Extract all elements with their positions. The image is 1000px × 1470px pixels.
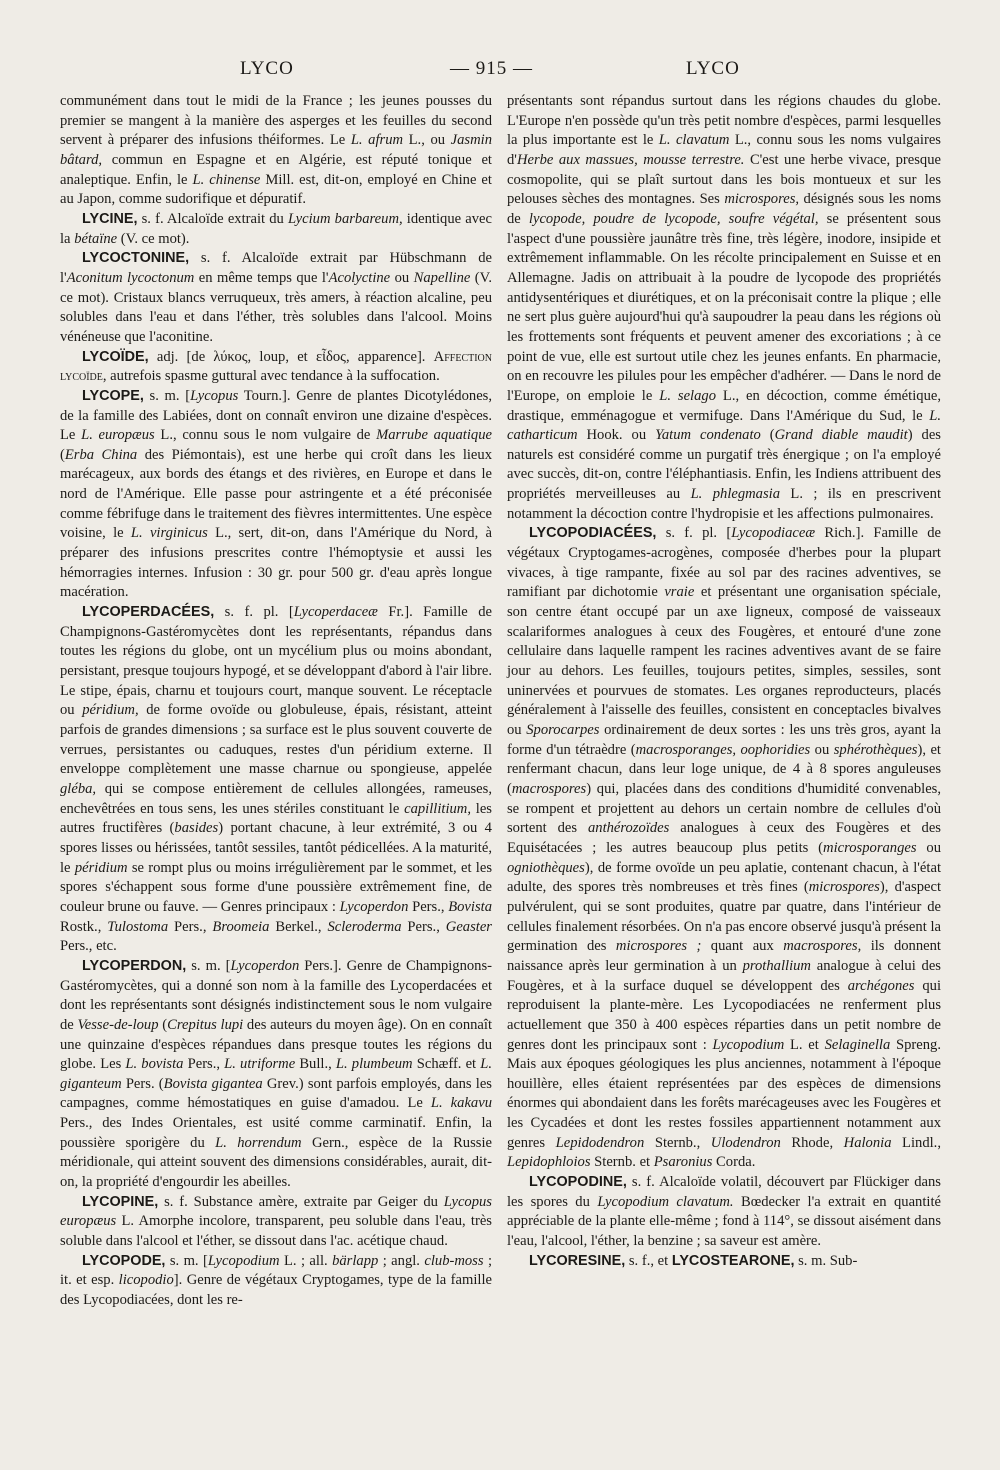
right-column (507, 92, 941, 1271)
entry-text: commun en Espagne et en Algérie, est réputé tonique et analeptique. Enfin, le (60, 151, 492, 188)
italic-term: bétaïne (74, 230, 118, 247)
entry-text: ), d'aspect pulvérulent, qui se sont produites, quatre par quatre, dans l'intérieur de cellules finalement résorbées. On n'a pas encore observé jusqu'à présent la germination des (507, 879, 942, 955)
italic-term: gléba, (60, 780, 97, 797)
entry-text: Pers., (408, 898, 449, 915)
italic-term: L. phlegmasia (690, 486, 781, 503)
dictionary-entry (60, 249, 492, 347)
entry-text: Pers. ( (121, 1075, 164, 1092)
entry-text: s. f. Alcaloïde volatil, découvert par Flückiger dans les spores du (507, 1174, 941, 1210)
dictionary-entry (60, 1193, 492, 1252)
italic-term: Lepidodendron (555, 1134, 645, 1151)
headword: LYCOPERDACÉES, (82, 604, 215, 621)
italic-term: Crepitus lupi (167, 1016, 244, 1033)
entry-text: s. m. [ (165, 1252, 208, 1269)
italic-term: Lycopus europæus (60, 1193, 492, 1230)
italic-term: prothallium (742, 957, 811, 974)
italic-term: Selaginella (824, 1036, 891, 1053)
italic-term: Aconitum lycoctonum (66, 269, 195, 286)
italic-term: L. selago (659, 387, 717, 404)
italic-term: L. utriforme (224, 1056, 296, 1073)
entry-text: s. m. Sub- (794, 1252, 858, 1269)
running-head-right: LYCO (686, 58, 740, 79)
italic-term: Herbe aux massues, mousse terrestre. (516, 151, 745, 168)
entry-text: L. Amorphe incolore, transparent, peu soluble dans l'eau, très soluble dans l'alcool et l'éther, se dissout dans l'ac. acétique chaud. (60, 1213, 492, 1250)
italic-term: Broomeia (212, 918, 270, 935)
entry-text: Pers.]. Genre de Champignons-Gastéromycètes, qui a donné son nom à la famille des Lycoperdacées et dont les représentants sont désignés indistinctement sous le nom vulgaire de (60, 957, 492, 1033)
entry-text: Tourn.]. Genre de plantes Dicotylédones, de la famille des Labiées, dont on connaît environ une dizaine d'espèces. Le (60, 387, 492, 444)
entry-text: ) portant chacune, à leur extrémité, 3 ou 4 spores lisses ou hérissées, tantôt sessiles, tantôt pédicellées. A la maturité, le (60, 820, 492, 876)
italic-term: L. plumbeum (335, 1056, 413, 1073)
entry-text: (V. ce mot). (117, 230, 190, 247)
italic-term: Yatum condenato (655, 427, 761, 444)
italic-term: Marrube aquatique (376, 427, 492, 444)
italic-term: archégones (847, 977, 915, 994)
entry-text: communément dans tout le midi de la France ; les jeunes pousses du premier se mangent à la manière des asperges et les feuilles du second servent à préparer des infusions théiformes. Le (60, 93, 492, 149)
entry-text: L., ou (403, 132, 451, 149)
entry-text: ou (810, 741, 834, 758)
entry-text: Pers., (168, 918, 213, 935)
entry-text: ( (158, 1016, 168, 1033)
dictionary-entry (507, 1173, 941, 1252)
headword: LYCINE, (82, 210, 138, 227)
entry-text: s. f. pl. [ (214, 604, 294, 621)
entry-text: s. f., et (625, 1252, 672, 1269)
italic-term: Lycopodiaceæ (731, 525, 816, 542)
dictionary-entry (507, 1252, 941, 1272)
italic-term: Halonia (843, 1134, 892, 1151)
entry-text: Pers., (401, 918, 446, 935)
headword: LYCOPODIACÉES, (529, 525, 657, 542)
entry-text: Rich.]. Famille de végétaux Cryptogames-acrogènes, composée d'herbes pour la plupart vivaces, à tige rampante, fixée au sol par des racines adventives, se ramifiant par dichotomie (507, 525, 941, 601)
italic-term: lycopode, poudre de lycopode, soufre végétal, (528, 210, 819, 227)
entry-text: adj. [de λύκος, loup, et εἶδος, apparence]. (148, 348, 434, 365)
italic-term: Lycoperdon (339, 898, 409, 915)
left-column (60, 92, 492, 1311)
italic-term: Vesse-de-loup (77, 1016, 159, 1033)
italic-term: Bovista (448, 898, 492, 915)
italic-term: Lycoperdaceæ (293, 604, 378, 621)
entry-text: en même temps que l' (194, 269, 329, 286)
italic-term: Napelline (413, 269, 471, 286)
italic-term: L. horrendum (215, 1134, 302, 1151)
continued-paragraph (60, 92, 492, 210)
italic-term: macrospores (511, 780, 587, 797)
continued-paragraph (507, 92, 941, 524)
entry-text: Lindl., (891, 1134, 941, 1151)
entry-text: L., sert, dit-on, dans l'Amérique du Nord, à préparer des infusions prescrites contre l'hémoptysie et aussi les hémorragies internes. Infusion : 30 gr. pour 500 gr. d'eau après longue macération. (60, 525, 492, 601)
italic-term: Lycoperdon (230, 957, 300, 974)
entry-text: Sternb. et (590, 1154, 654, 1171)
italic-term: microsporanges (823, 839, 917, 856)
italic-term: Lycium barbareum, (287, 210, 403, 227)
entry-text: présentants sont répandus surtout dans les régions chaudes du globe. L'Europe n'en possède qu'un très petit nombre d'espèces, parmi lesquelles la plus importante est le (507, 93, 941, 149)
italic-term: vraie (664, 584, 695, 601)
entry-text: s. m. [ (143, 387, 191, 404)
italic-term: L. europæus (81, 427, 155, 444)
running-head-left: LYCO (240, 58, 294, 79)
headword: LYCOPINE, (82, 1193, 159, 1210)
headword: LYCORESINE, (529, 1252, 626, 1269)
entry-text: analogues à ceux des Fougères et des Equisétacées ; les autres beaucoup plus petits ( (507, 820, 941, 856)
italic-term: macrosporanges, oophoridies (635, 741, 811, 758)
entry-text: L. ; ils en prescrivent notamment la décoction contre l'hydropisie et les affections pulmonaires. (507, 486, 942, 522)
entry-text: ( (60, 446, 65, 463)
italic-term: L. clavatum (658, 132, 730, 149)
italic-term: macrospores, (783, 938, 862, 955)
entry-text: (V. ce mot). Cristaux blancs verruqueux, très amers, à réaction alcaline, peu solubles dans l'eau et dans l'éther, très solubles dans l'alcool. Moins vénéneuse que l'aconitine. (60, 269, 492, 345)
entry-text: se présentent sous l'aspect d'une poussière jaunâtre très fine, très légère, inodore, insipide et extrêmement inflammable. On les récolte principalement en Suisse et en Allemagne. Jadis on attribuait à la poudre de lycopode des propriétés antidysentériques et diurétiques, et on la préconisait contre la plique ; elle ne sert plus guère aujourd'hui qu'à saupoudrer la peau dans les régions où les frottements sont fréquents et peuvent amener des excoriations ; à ce point de vue, elle est surtout utile chez les jeunes enfants. En pharmacie, on en recouvre les pilules pour les empêcher d'adhérer. — Dans le nord de l'Europe, on emploie le (507, 210, 941, 404)
entry-text: Fr.]. Famille de Champignons-Gastéromycètes dont les représentants, répandus dans toutes les régions du globe, ont un mycélium plus ou moins abondant, persistant, presque toujours hypogé, et se développant d'abord à l'air libre. Le stipe, épais, charnu et toujours court, manque souvent. Le réceptacle ou (60, 604, 493, 719)
headword: LYCOPE, (82, 387, 144, 404)
italic-term: péridium (74, 859, 128, 876)
italic-term: Lycopodium (207, 1252, 280, 1269)
entry-text: ]. Genre de végétaux Cryptogames, type de la famille des Lycopodiacées, dont les re- (60, 1272, 492, 1309)
italic-term: L. chinense (192, 171, 261, 188)
entry-text: Spreng. Mais aux époques géologiques les plus anciennes, notamment à l'époque houillère, elles étaient représentées par des espèces de dimensions énormes qui abondaient dans les forêts marécageuses avec les Fougères et les Cycadées et dont les restes fossiles appartiennent notamment aux genres (507, 1036, 941, 1151)
entry-text: C'est une herbe vivace, presque cosmopolite, qui se plaît surtout dans les bois montueux et sur les pelouses sèches des montagnes. Ses (507, 151, 941, 208)
italic-term: club-moss (424, 1252, 484, 1269)
italic-term: Lycopodium (712, 1036, 785, 1053)
entry-text: Corda. (712, 1154, 756, 1171)
italic-term: capillitium, (404, 800, 471, 817)
entry-text: quant aux (701, 938, 784, 955)
entry-text: ou (916, 839, 941, 856)
italic-term: L. catharticum (507, 407, 941, 444)
entry-text: L., connu sous les noms vulgaires d' (507, 132, 941, 168)
dictionary-entry (60, 210, 492, 249)
dictionary-entry (60, 1252, 492, 1311)
entry-text: L., en décoction, comme émétique, drastique, emménagogue et vermifuge. Dans l'Amérique du Sud, le (507, 387, 941, 424)
entry-text: ( (760, 427, 775, 444)
italic-term: Grand diable maudit (774, 427, 908, 444)
entry-text: Schæff. et (412, 1056, 481, 1073)
entry-text: de forme ovoïde ou globuleuse, épais, résistant, atteint parfois de grandes dimensions ; sa surface est le plus souvent couverte de verrues, persistantes ou caduques, restes d'un péridium externe. Il enveloppe complètement une masse charnue ou spongieuse, appelée (60, 702, 492, 778)
entry-text: des Piémontais), est une herbe qui croît dans les lieux marécageux, aux bords des étangs et des rivières, en Europe et dans le nord de l'Amérique. Elle passe pour astringente et a été préconisée comme fébrifuge dans le traitement des fièvres intermittentes. Une espèce voisine, le (60, 446, 493, 542)
entry-text: ordinairement de deux sortes : les uns très gros, ayant la forme d'un tétraèdre ( (507, 722, 941, 758)
italic-term: Scleroderma (327, 918, 402, 935)
dictionary-entry (60, 387, 492, 603)
entry-text: désignés sous les noms de (507, 191, 942, 227)
entry-text: autrefois spasme guttural avec tendance à la suffocation. (106, 368, 440, 385)
italic-term: Bovista gigantea (163, 1075, 263, 1092)
italic-term: microspores ; (615, 938, 702, 955)
italic-term: basides (174, 820, 219, 837)
italic-term: Geaster (445, 918, 492, 935)
entry-text: Gern., espèce de la Russie méridionale, qui atteint souvent des dimensions considérables, aurait, dit-on, la propriété d'engourdir les abeilles. (60, 1134, 492, 1191)
headword: LYCOPODE, (82, 1252, 166, 1269)
entry-text: Pers., (183, 1056, 225, 1073)
italic-term: Erba China (64, 446, 138, 463)
entry-text: les autres fructifères ( (60, 800, 492, 837)
entry-text: Berkel., (269, 918, 328, 935)
entry-text: des auteurs du moyen âge). On en connaît une quinzaine d'espèces répandues dans presque toutes les régions du globe. Les (60, 1016, 492, 1073)
italic-term: L. bovista (125, 1056, 184, 1073)
entry-text: ), de forme ovoïde un peu aplatie, contenant chacun, à l'état adulte, des spores très nombreuses et très fines ( (507, 859, 941, 896)
entry-text: ) des naturels est considéré comme un purgatif très énergique ; on l'a employé avec succès, dit-on, contre l'éléphantiasis. Enfin, les Indiens attribuent des propriétés merveilleuses au (507, 427, 941, 503)
entry-text: ; it. et esp. (60, 1252, 493, 1289)
headword: LYCOÏDE, (82, 348, 149, 365)
entry-text: s. f. Substance amère, extraite par Geiger du (158, 1193, 444, 1210)
italic-term: Lepidophloios (507, 1154, 591, 1171)
dictionary-entry (60, 603, 492, 957)
italic-term: anthérozoïdes (587, 820, 670, 837)
italic-term: Lycopus (190, 387, 239, 404)
small-caps-term: Affection lycoïde, (60, 348, 492, 385)
entry-text: ou (390, 269, 414, 286)
headword: LYCOPODINE, (529, 1174, 627, 1191)
entry-text: s. f. Alcaloïde extrait du (137, 210, 288, 227)
entry-text: Pers., etc. (60, 938, 117, 955)
entry-text: analogue à celui des Fougères, et à la surface duquel se développent des (507, 957, 941, 994)
italic-term: L. afrum (350, 132, 404, 149)
entry-text: L., connu sous le nom vulgaire de (154, 427, 377, 444)
entry-text: ) qui, placées dans des conditions d'humidité convenables, se rompent et projettent au dehors un certain nombre de cellules d'où sortent des (507, 780, 941, 837)
dictionary-entry (507, 524, 941, 1173)
entry-text: L. et (784, 1036, 825, 1053)
entry-text: s. f. pl. [ (656, 525, 732, 542)
italic-term: Sporocarpes (526, 722, 600, 738)
headword: LYCOPERDON, (82, 957, 187, 974)
entry-text: Rhode, (780, 1134, 844, 1151)
dictionary-entry (60, 348, 492, 387)
italic-term: Acolyctine (328, 269, 391, 286)
headword: LYCOCTONINE, (82, 250, 190, 267)
entry-text: Bœdecker l'a extrait en quantité appréciable de la plante elle-même ; fond à 114°, se dissout aisément dans l'eau, l'alcool, l'éther, la benzine ; sa saveur est amère. (507, 1193, 941, 1250)
entry-text: et présentant une organisation spéciale, son centre étant occupé par un axe ligneux, composé de vaisseaux scalariformes analogues à ceux des Fougères, et entouré d'une zone cellulaire dans laquelle rampent les racines adventives avant de se faire jour au dehors. Les feuilles, toujours petites, simples, sessiles, sont uninervées et pourvues de stomates. Les organes reproducteurs, placés généralement à l'aisselle des feuilles, consistent en conceptacles bivalves ou (507, 584, 941, 738)
italic-term: sphérothèques (833, 741, 918, 758)
entry-text: Grev.) sont parfois employés, dans les campagnes, comme hémostatiques en guise d'amadou. Le (60, 1075, 492, 1112)
italic-term: licopodio (118, 1272, 174, 1289)
italic-term: microspores, (724, 191, 800, 208)
entry-text: Rostk., (60, 918, 108, 935)
italic-term: L. virginicus (130, 525, 208, 542)
entry-text: Hook. ou (577, 427, 656, 444)
entry-text: Pers., des Indes Orientales, est usité comme carminatif. Enfin, la poussière sporigère du (60, 1115, 492, 1151)
italic-term: L. kakavu (430, 1095, 492, 1112)
italic-term: Ulodendron (710, 1134, 781, 1151)
entry-text: Mill. est, dit-on, employé en Chine et au Japon, comme sudorifique et dépuratif. (60, 171, 492, 208)
italic-term: microspores (808, 879, 880, 896)
entry-text: L. ; all. (279, 1252, 333, 1269)
entry-text: se rompt plus ou moins irrégulièrement par le sommet, et les spores s'échappent sous forme d'une poussière extrêmement fine, de couleur brune ou fauve. — Genres principaux : (60, 859, 493, 915)
entry-text: s. f. Alcaloïde extrait par Hübschmann de l' (60, 250, 492, 286)
entry-text: Bull., (295, 1056, 336, 1073)
page-number: — 915 — (450, 58, 533, 79)
entry-text: ils donnent naissance après leur germination à un (507, 938, 941, 974)
italic-term: ogniothèques (507, 859, 585, 876)
entry-text: qui se compose entièrement de cellules allongées, rameuses, enchevêtrées en tous sens, les unes stériles constituant le (60, 780, 492, 817)
entry-text: qui reproduisent la plante-mère. Les Lycopodiacées ne renferment plus actuellement que 350 à 400 espèces réparties dans un petit nombre de genres dont les principaux sont : (507, 977, 941, 1053)
italic-term: Jasmin bâtard, (60, 132, 492, 168)
entry-text: s. m. [ (186, 957, 231, 974)
italic-term: L. giganteum (60, 1056, 493, 1092)
entry-text: identique avec la (60, 210, 492, 247)
dictionary-entry (60, 957, 492, 1193)
entry-text: Sternb., (644, 1134, 711, 1151)
italic-term: bärlapp (332, 1252, 379, 1269)
italic-term: Tulostoma (107, 918, 169, 935)
italic-term: Psaronius (653, 1154, 713, 1171)
italic-term: Lycopodium clavatum. (597, 1193, 734, 1210)
headword: LYCOSTEARONE, (671, 1252, 795, 1269)
italic-term: péridium, (82, 702, 139, 719)
entry-text: ), et renfermant chacun, dans leur loge unique, de 4 à 8 spores anguleuses ( (507, 741, 941, 797)
entry-text: ; angl. (378, 1252, 425, 1269)
